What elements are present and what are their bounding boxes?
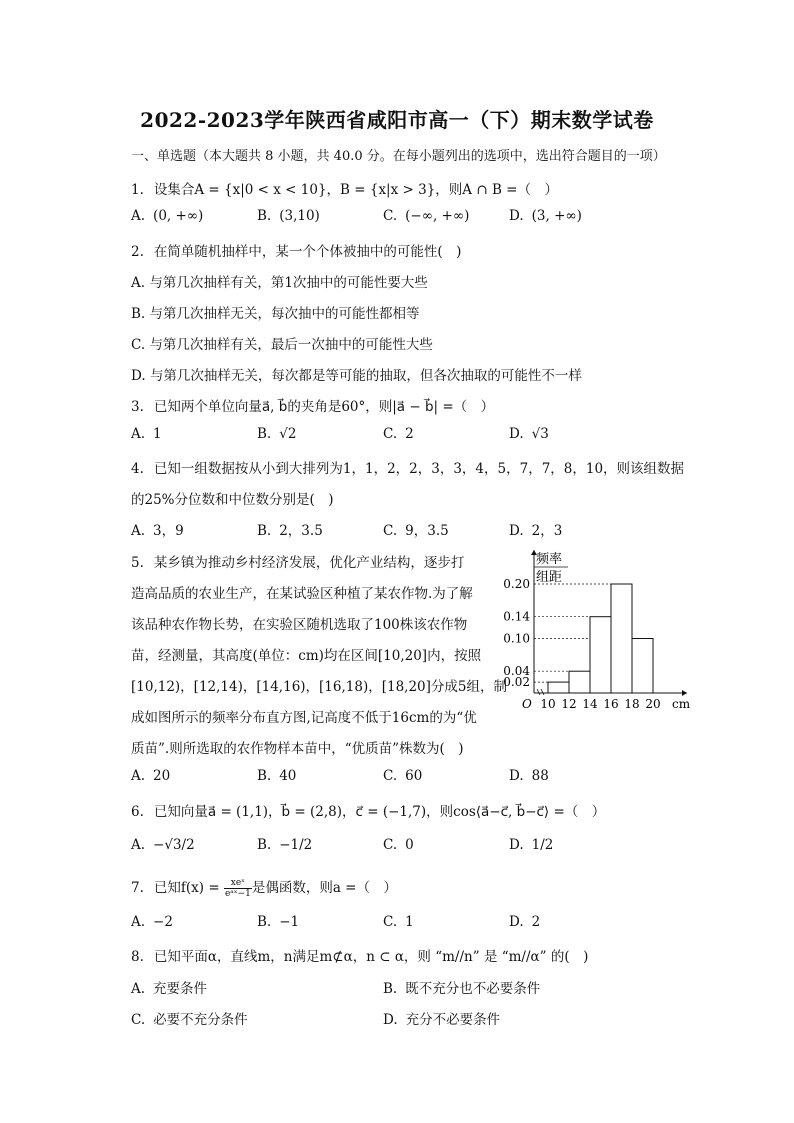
section-heading: 一、单选题（本大题共 8 小题，共 40.0 分。在每小题列出的选项中，选出符合题目的一项） — [131, 149, 666, 164]
frequency-histogram — [492, 545, 692, 710]
option-a[interactable]: A. (0, +∞) — [131, 208, 204, 224]
question-8-options-cd — [131, 1008, 691, 1028]
option-d[interactable]: D. √3 — [509, 426, 549, 442]
option-d[interactable]: D. (3, +∞) — [509, 208, 582, 224]
option-c[interactable]: C. (−∞, +∞) — [383, 208, 470, 224]
x-tick-label: 18 — [624, 697, 640, 710]
option-c[interactable]: C. 必要不充分条件 — [131, 1012, 248, 1028]
question-3 — [131, 395, 494, 415]
question-2-option-b[interactable]: B. 与第几次抽样无关，每次抽中的可能性都相等 — [131, 306, 420, 322]
x-axis-arrow — [682, 690, 687, 696]
fraction — [224, 878, 252, 899]
option-d[interactable]: D. 2，3 — [509, 523, 563, 539]
option-a[interactable]: A. 3，9 — [131, 523, 184, 539]
question-8-options-ab — [131, 977, 691, 997]
option-a[interactable]: A. −√3/2 — [131, 837, 195, 853]
question-text: 在简单随机抽样中，某一个个体被抽中的可能性( ) — [153, 244, 462, 260]
x-tick-label: 20 — [645, 697, 661, 710]
question-text-pre: 已知f(x) = — [153, 880, 220, 896]
question-text: 已知向量a⃗ = (1,1)，b⃗ = (2,8)，c⃗ = (−1,7)，则cos⟨a⃗−c⃗, b⃗−c⃗⟩ =（ ） — [153, 804, 606, 820]
option-b[interactable]: B. 40 — [257, 768, 297, 784]
question-text: 已知两个单位向量a⃗, b⃗的夹角是60°，则|a⃗ − b⃗| =（ ） — [153, 399, 495, 415]
histogram-bar — [569, 671, 590, 693]
question-text-post: 是偶函数，则a =（ ） — [251, 880, 397, 896]
option-a[interactable]: A. 1 — [131, 426, 162, 442]
option-a[interactable]: A. 充要条件 — [131, 981, 208, 997]
question-number: 6. — [131, 804, 144, 820]
question-number: 8. — [131, 949, 144, 965]
question-text: 设集合A = {x|0 < x < 10}，B = {x|x > 3}，则A ∩ B =（ ） — [153, 182, 558, 198]
question-2-option-d[interactable]: D. 与第几次抽样无关，每次都是等可能的抽取，但各次抽取的可能性不一样 — [131, 368, 582, 384]
origin-label: O — [522, 697, 532, 710]
y-tick-label: 0.02 — [503, 675, 530, 690]
question-number: 7. — [131, 880, 144, 896]
option-c[interactable]: C. 2 — [383, 426, 414, 442]
option-d[interactable]: D. 88 — [509, 768, 549, 784]
fraction-numerator: xeˣ — [224, 878, 252, 889]
y-label-top: 频率 — [536, 552, 563, 567]
option-a[interactable]: A. 20 — [131, 768, 171, 784]
y-tick-label: 0.20 — [503, 577, 530, 591]
question-5-line: 该品种农作物长势，在实验区随机选取了100株该农作物 — [131, 617, 468, 633]
question-5-options — [131, 768, 691, 788]
histogram-bar — [590, 617, 611, 693]
y-tick-label: 0.04 — [503, 664, 530, 679]
x-tick-label: 16 — [603, 697, 619, 710]
question-number: 2. — [131, 244, 144, 260]
option-b[interactable]: B. 2，3.5 — [257, 523, 323, 539]
question-number: 1. — [131, 182, 144, 198]
question-number: 4. — [131, 461, 144, 477]
x-tick-label: 10 — [540, 697, 556, 710]
option-d[interactable]: D. 1/2 — [509, 837, 554, 853]
histogram-bar — [611, 584, 632, 693]
question-5-line: 成如图所示的频率分布直方图,记高度不低于16cm的为“优 — [131, 710, 477, 726]
x-tick-label: 12 — [561, 697, 577, 710]
option-c[interactable]: C. 9，3.5 — [383, 523, 449, 539]
option-c[interactable]: C. 0 — [383, 837, 414, 853]
question-text: 某乡镇为推动乡村经济发展，优化产业结构，逐步打 — [153, 555, 465, 571]
option-d[interactable]: D. 2 — [509, 914, 541, 930]
x-tick-label: 14 — [582, 697, 598, 710]
page-title: 2022-2023学年陕西省咸阳市高一（下）期末数学试卷 — [140, 108, 654, 132]
question-number: 5. — [131, 555, 144, 571]
histogram-bar — [632, 639, 653, 694]
y-label-bottom: 组距 — [536, 570, 563, 585]
question-7-options — [131, 914, 691, 934]
question-5-line: 质苗”.则所选取的农作物样本苗中，“优质苗”株数为( ) — [131, 741, 464, 757]
question-text: 已知平面α，直线m，n满足m⊄α，n ⊂ α，则 “m//n” 是 “m//α” 的( ) — [153, 949, 589, 965]
option-c[interactable]: C. 1 — [383, 914, 414, 930]
option-b[interactable]: B. 既不充分也不必要条件 — [383, 981, 541, 997]
question-3-options — [131, 426, 691, 446]
question-5-line: 造高品质的农业生产，在某试验区种植了某农作物.为了解 — [131, 586, 473, 602]
question-2 — [131, 240, 461, 260]
fraction-denominator: eᵃˣ−1 — [224, 889, 251, 899]
option-b[interactable]: B. (3,10) — [257, 208, 320, 224]
question-7 — [131, 876, 397, 899]
question-4-continued: 的25%分位数和中位数分别是( ) — [131, 492, 334, 508]
question-8 — [131, 945, 588, 965]
question-2-option-a[interactable]: A. 与第几次抽样有关，第1次抽中的可能性要大些 — [131, 275, 428, 291]
option-b[interactable]: B. √2 — [257, 426, 297, 442]
axis-break-mark — [537, 689, 544, 695]
y-tick-label: 0.10 — [503, 631, 530, 646]
question-text: 已知一组数据按从小到大排列为1，1，2，2，3，3，4，5，7，7，8，10，则该组数据 — [153, 461, 685, 477]
option-a[interactable]: A. −2 — [131, 914, 173, 930]
question-4 — [131, 457, 684, 477]
question-5-line: 苗，经测量，其高度(单位：cm)均在区间[10,20]内，按照 — [131, 648, 482, 664]
histogram-bar — [548, 682, 569, 693]
question-1 — [131, 178, 558, 198]
option-b[interactable]: B. −1 — [257, 914, 300, 930]
question-6 — [131, 800, 605, 820]
question-number: 3. — [131, 399, 144, 415]
question-6-options — [131, 837, 691, 857]
question-4-options — [131, 519, 691, 539]
x-axis-unit: cm — [672, 697, 691, 710]
y-tick-label: 0.14 — [503, 609, 530, 624]
option-b[interactable]: B. −1/2 — [257, 837, 313, 853]
question-1-options — [131, 208, 691, 228]
question-5-line: [10,12)，[12,14)，[14,16)，[16,18)，[18,20]分成5组，制 — [131, 679, 507, 695]
option-c[interactable]: C. 60 — [383, 768, 423, 784]
question-2-option-c[interactable]: C. 与第几次抽样有关，最后一次抽中的可能性大些 — [131, 337, 433, 353]
option-d[interactable]: D. 充分不必要条件 — [383, 1012, 501, 1028]
question-5 — [131, 551, 464, 571]
